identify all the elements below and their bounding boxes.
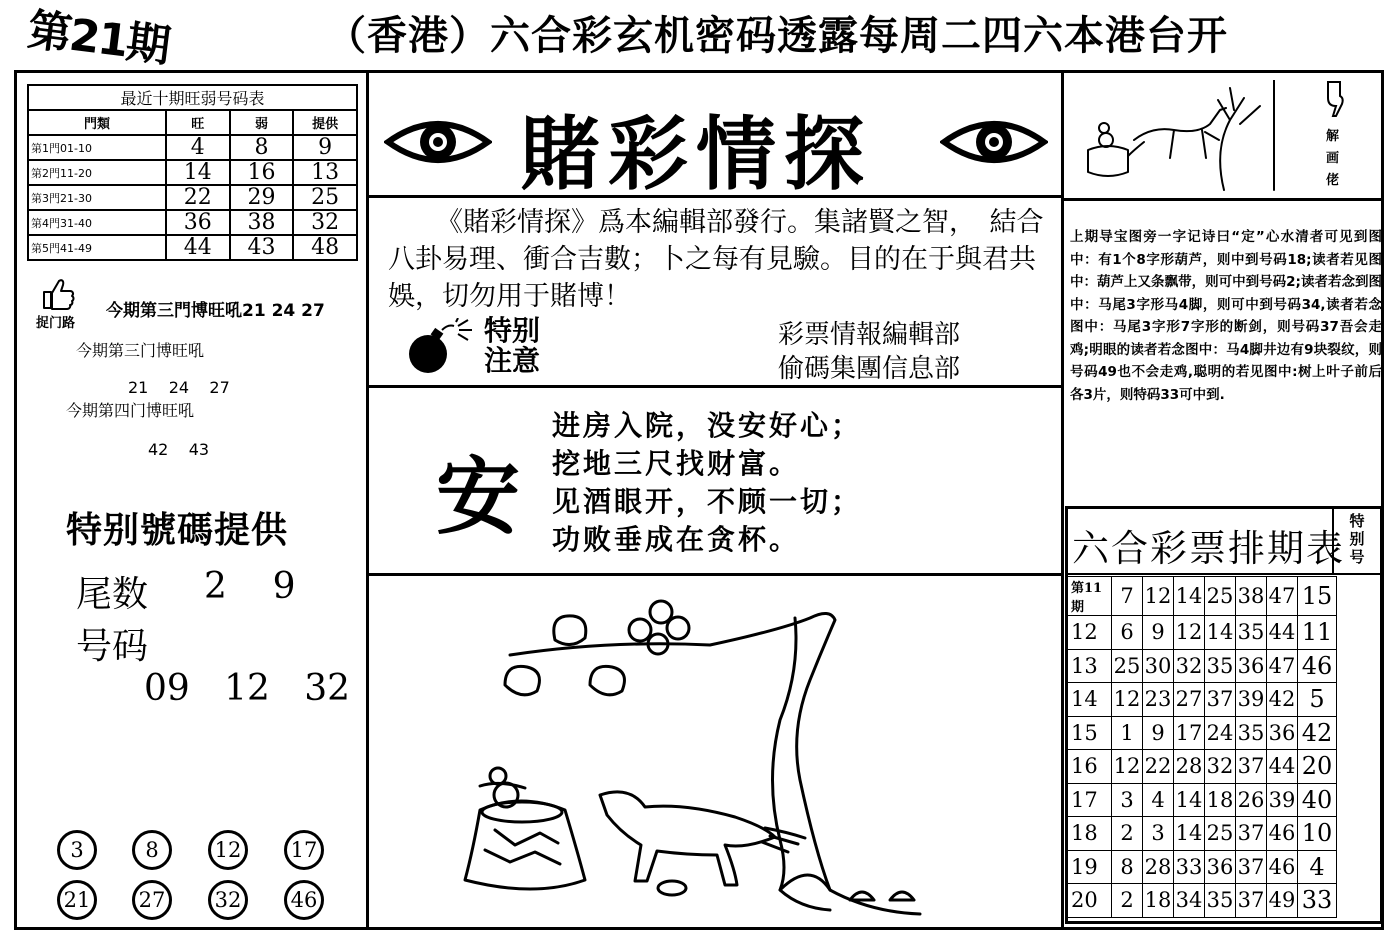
row-label: 第1門01-10 <box>28 135 166 160</box>
schedule-cell: 44 <box>1267 616 1298 650</box>
schedule-cell: 12 <box>1068 616 1112 650</box>
schedule-cell: 2 <box>1112 817 1143 851</box>
schedule-cell: 40 <box>1298 783 1337 817</box>
table-title: 最近十期旺弱号码表 <box>28 85 357 110</box>
hint-line: 今期第三門博旺吼21 24 27 <box>106 301 325 321</box>
pick-numbers-1: 21 24 27 <box>128 378 230 397</box>
riddle-text: 上期导宝图旁一字记诗曰“定”心水清者可见到图中：有1个8字形葫芦，则中到号码18;读者若见图中：葫芦上又条飘带，则可中到号码2;读者若念到图中：马尾3字形马4脚，则可中到号码34,读者若念图中：马尾3字形7字形的断剑，则号码37吾会走鸡;明眼的读者若念图中：马4脚井边有9块裂纹，则号码49也不会走鸡,聪明的若见图中:树上叶子前后各3片，则特码33可中到. <box>1070 229 1382 403</box>
schedule-cell: 47 <box>1267 649 1298 683</box>
schedule-cell: 15 <box>1298 577 1337 616</box>
code-numbers: 09 12 32 <box>144 668 351 709</box>
cell: 22 <box>166 185 230 210</box>
issue-number: 第21期 <box>24 4 172 73</box>
schedule-cell: 9 <box>1143 616 1174 650</box>
schedule-cell: 35 <box>1236 616 1267 650</box>
schedule-cell: 37 <box>1236 850 1267 884</box>
schedule-row <box>1068 850 1337 884</box>
schedule-row <box>1068 884 1337 918</box>
schedule-cell: 28 <box>1174 750 1205 784</box>
schedule-cell: 17 <box>1174 716 1205 750</box>
schedule-cell: 23 <box>1143 683 1174 717</box>
schedule-cell: 47 <box>1267 577 1298 616</box>
table-row <box>28 185 357 210</box>
table-row <box>28 160 357 185</box>
schedule-cell: 5 <box>1298 683 1337 717</box>
schedule-cell: 27 <box>1174 683 1205 717</box>
hint-label: 捉门路 <box>36 316 76 331</box>
schedule-cell: 28 <box>1143 850 1174 884</box>
schedule-cell: 8 <box>1112 850 1143 884</box>
poem-line: 进房入院，没安好心； <box>552 409 863 442</box>
intro-text: 《賭彩情探》爲本編輯部發行。集諸賢之智， 結合八卦易理、衝合吉數；卜之每有見驗。目的在于與君共娛，切勿用于賭博！ <box>388 207 1044 312</box>
tail-numbers: 2 9 <box>204 566 296 607</box>
schedule-cell: 24 <box>1205 716 1236 750</box>
picture-caption <box>1326 126 1339 192</box>
cell: 36 <box>166 210 230 235</box>
schedule-cell: 14 <box>1174 577 1205 616</box>
logo-title: 賭彩情探 <box>520 107 872 201</box>
schedule-cell: 26 <box>1236 783 1267 817</box>
riddle-picture <box>1074 80 1280 194</box>
cell: 16 <box>230 160 294 185</box>
cell: 9 <box>293 135 357 160</box>
schedule-cell: 35 <box>1205 884 1236 918</box>
schedule-cell: 42 <box>1267 683 1298 717</box>
special-title: 特别號碼提供 <box>66 510 289 551</box>
divider-picture <box>1061 198 1384 201</box>
divider-left <box>366 70 369 930</box>
schedule-cell: 39 <box>1236 683 1267 717</box>
poem-line: 挖地三尺找财富。 <box>552 447 801 480</box>
row-label: 第5門41-49 <box>28 235 166 260</box>
ball-number: 8 <box>132 830 172 870</box>
schedule-row <box>1068 750 1337 784</box>
cell: 38 <box>230 210 294 235</box>
schedule-cell: 35 <box>1205 649 1236 683</box>
schedule-cell: 37 <box>1236 750 1267 784</box>
schedule-cell: 35 <box>1236 716 1267 750</box>
cell: 14 <box>166 160 230 185</box>
poem-line: 功败垂成在贪杯。 <box>552 523 801 556</box>
headline: （香港）六合彩玄机密码透露每周二四六本港台开 <box>326 13 1228 59</box>
schedule-cell: 12 <box>1174 616 1205 650</box>
schedule-cell: 14 <box>1174 817 1205 851</box>
schedule-cell: 33 <box>1174 850 1205 884</box>
bomb-icon <box>402 318 482 376</box>
cell: 44 <box>166 235 230 260</box>
poem-line: 见酒眼开，不顾一切； <box>552 485 863 518</box>
schedule-cell: 42 <box>1298 716 1337 750</box>
schedule-header-divider <box>1065 573 1383 575</box>
schedule-title: 六合彩票排期表 <box>1072 527 1345 570</box>
pick-numbers-2: 42 43 <box>148 440 210 459</box>
schedule-cell: 37 <box>1205 683 1236 717</box>
notice-line: 特别 <box>484 314 541 347</box>
schedule-cell: 13 <box>1068 649 1112 683</box>
ball-number: 32 <box>208 880 248 920</box>
column-header: 旺 <box>166 110 230 135</box>
eye-icon <box>940 112 1048 172</box>
dept-2: 偷碼集團信息部 <box>778 354 961 384</box>
schedule-cell: 30 <box>1143 649 1174 683</box>
schedule-cell: 22 <box>1143 750 1174 784</box>
column-header: 弱 <box>230 110 294 135</box>
schedule-cell: 18 <box>1205 783 1236 817</box>
cell: 43 <box>230 235 294 260</box>
schedule-cell: 9 <box>1143 716 1174 750</box>
schedule-cell: 17 <box>1068 783 1112 817</box>
table-row <box>28 135 357 160</box>
schedule-cell: 11 <box>1298 616 1337 650</box>
code-label: 号码 <box>76 626 149 667</box>
cell: 25 <box>293 185 357 210</box>
schedule-cell: 46 <box>1267 850 1298 884</box>
schedule-cell: 37 <box>1236 884 1267 918</box>
schedule-cell: 39 <box>1267 783 1298 817</box>
caption-char: 解 <box>1326 129 1340 144</box>
schedule-row <box>1068 616 1337 650</box>
schedule-cell: 19 <box>1068 850 1112 884</box>
schedule-row <box>1068 817 1337 851</box>
schedule-cell: 49 <box>1267 884 1298 918</box>
schedule-cell: 18 <box>1143 884 1174 918</box>
schedule-cell: 14 <box>1174 783 1205 817</box>
schedule-row <box>1068 577 1337 616</box>
column-header: 提供 <box>293 110 357 135</box>
schedule-cell: 34 <box>1174 884 1205 918</box>
eye-icon <box>384 112 492 172</box>
schedule-cell: 12 <box>1143 577 1174 616</box>
schedule-cell: 25 <box>1112 649 1143 683</box>
schedule-cell: 25 <box>1205 817 1236 851</box>
cell: 13 <box>293 160 357 185</box>
schedule-cell: 15 <box>1068 716 1112 750</box>
schedule-cell: 1 <box>1112 716 1143 750</box>
ball-number: 21 <box>57 880 97 920</box>
cell: 8 <box>230 135 294 160</box>
pick-line-2: 今期第四门博旺吼 <box>66 401 195 420</box>
schedule-cell: 12 <box>1112 683 1143 717</box>
ball-number: 27 <box>132 880 172 920</box>
schedule-cell: 7 <box>1112 577 1143 616</box>
schedule-cell: 14 <box>1205 616 1236 650</box>
row-label: 第4門31-40 <box>28 210 166 235</box>
notice-label <box>484 316 540 376</box>
schedule-row <box>1068 649 1337 683</box>
schedule-cell: 44 <box>1267 750 1298 784</box>
schedule-cell: 36 <box>1236 649 1267 683</box>
schedule-cell: 3 <box>1143 817 1174 851</box>
ball-number: 12 <box>208 830 248 870</box>
pointing-hand-icon <box>1322 80 1346 118</box>
cell: 29 <box>230 185 294 210</box>
schedule-cell: 3 <box>1112 783 1143 817</box>
schedule-cell: 第11期 <box>1068 577 1112 616</box>
dept-1: 彩票情報編輯部 <box>778 320 961 350</box>
divider-intro <box>366 385 1064 388</box>
schedule-cell: 10 <box>1298 817 1337 851</box>
schedule-cell: 20 <box>1068 884 1112 918</box>
schedule-cell: 32 <box>1174 649 1205 683</box>
schedule-row <box>1068 716 1337 750</box>
schedule-row <box>1068 783 1337 817</box>
caption-char: 佬 <box>1326 173 1340 188</box>
table-row <box>28 210 357 235</box>
schedule-cell: 32 <box>1205 750 1236 784</box>
cell: 32 <box>293 210 357 235</box>
cell: 4 <box>166 135 230 160</box>
cell: 48 <box>293 235 357 260</box>
schedule-cell: 4 <box>1298 850 1337 884</box>
notice-line: 注意 <box>484 344 541 377</box>
poem-title: 安 <box>436 448 521 546</box>
row-label: 第3門21-30 <box>28 185 166 210</box>
schedule-cell: 16 <box>1068 750 1112 784</box>
row-label: 第2門11-20 <box>28 160 166 185</box>
ball-number: 17 <box>284 830 324 870</box>
schedule-row <box>1068 683 1337 717</box>
schedule-cell: 38 <box>1236 577 1267 616</box>
table-row <box>28 235 357 260</box>
ball-number: 3 <box>57 830 97 870</box>
schedule-cell: 46 <box>1298 649 1337 683</box>
riddle-illustration <box>450 590 1010 920</box>
schedule-cell: 36 <box>1267 716 1298 750</box>
divider-poem <box>366 573 1064 576</box>
schedule-cell: 6 <box>1112 616 1143 650</box>
schedule-table <box>1067 576 1337 918</box>
schedule-cell: 46 <box>1267 817 1298 851</box>
schedule-cell: 37 <box>1236 817 1267 851</box>
schedule-cell: 33 <box>1298 884 1337 918</box>
special-column-header: 特别号 <box>1332 508 1380 574</box>
schedule-cell: 20 <box>1298 750 1337 784</box>
caption-char: 画 <box>1326 151 1340 166</box>
column-header: 門類 <box>28 110 166 135</box>
schedule-cell: 14 <box>1068 683 1112 717</box>
schedule-cell: 2 <box>1112 884 1143 918</box>
thumbs-up-icon <box>38 276 78 312</box>
schedule-cell: 12 <box>1112 750 1143 784</box>
ball-number: 46 <box>284 880 324 920</box>
tail-label: 尾数 <box>76 574 149 615</box>
schedule-cell: 25 <box>1205 577 1236 616</box>
schedule-cell: 4 <box>1143 783 1174 817</box>
schedule-cell: 36 <box>1205 850 1236 884</box>
pick-line-1: 今期第三门博旺吼 <box>76 341 205 360</box>
hot-cold-table <box>27 84 358 261</box>
schedule-cell: 18 <box>1068 817 1112 851</box>
